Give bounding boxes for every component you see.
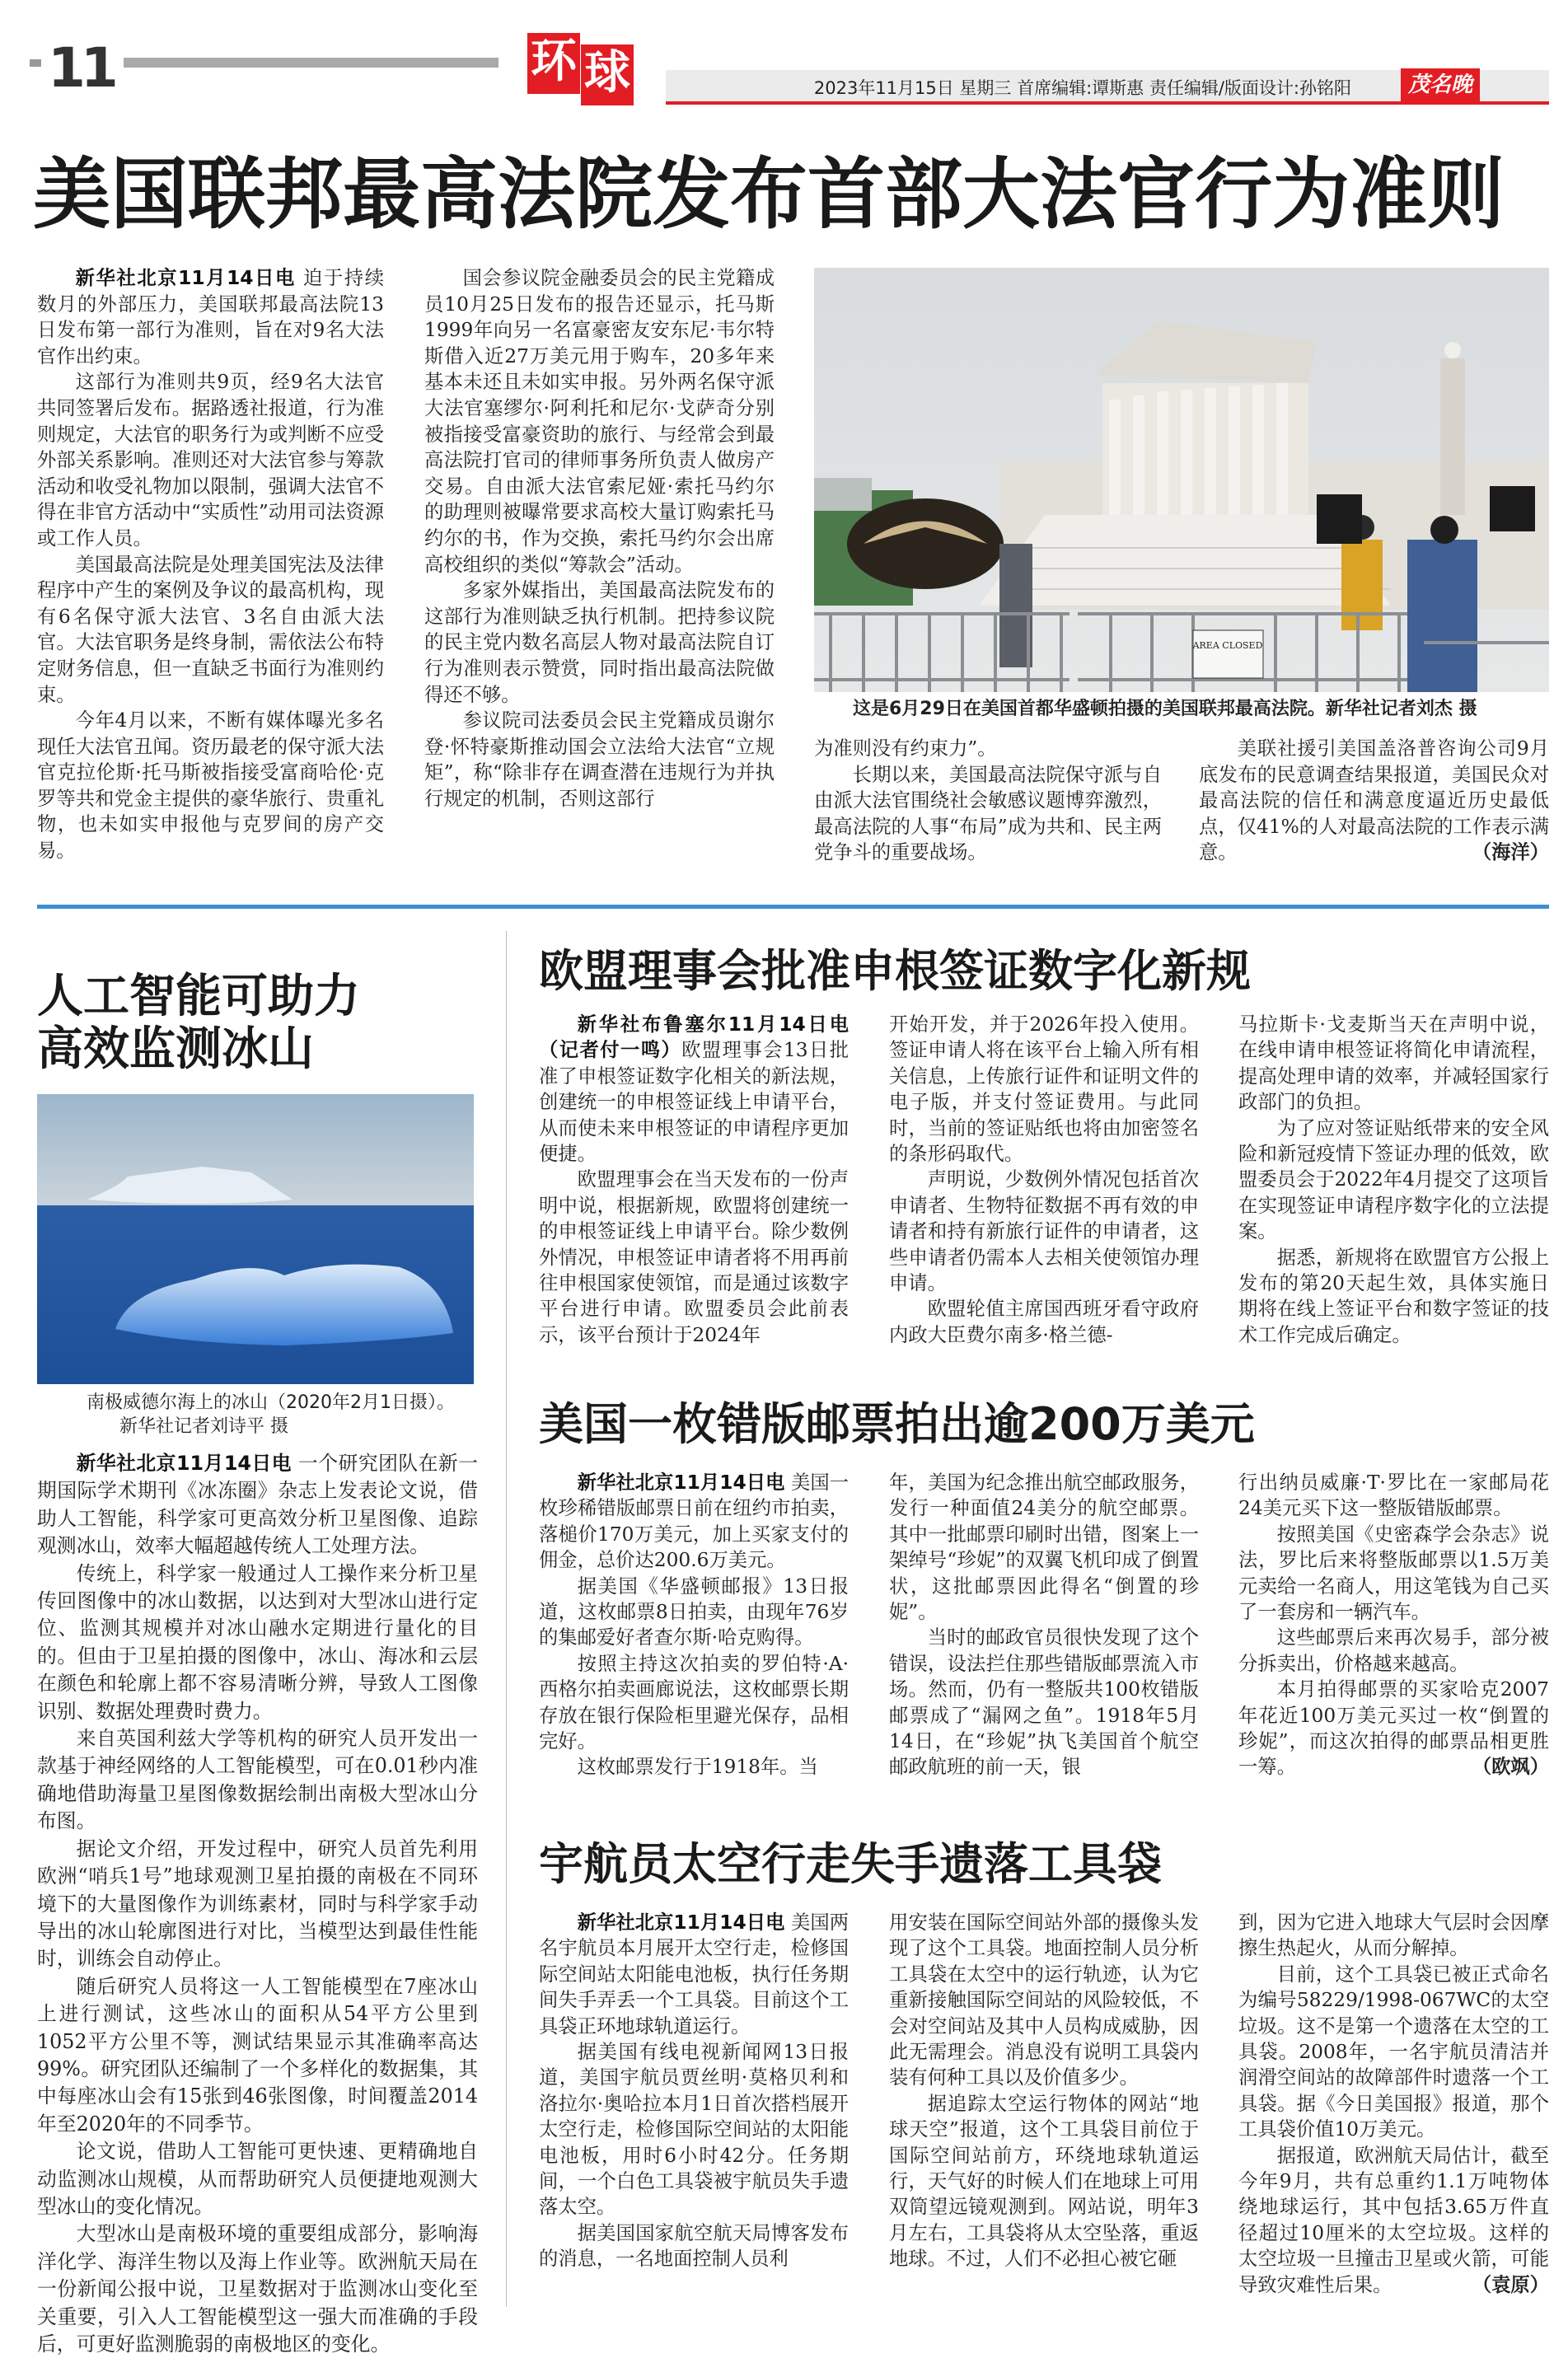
photo-credit: 新华社记者刘诗平 摄 (119, 1416, 288, 1437)
paragraph: 为准则没有约束力”。 (814, 737, 997, 760)
stamp-column-2 (889, 1470, 1199, 1780)
lead-column-3 (814, 736, 1162, 866)
eu-column-2 (889, 1012, 1199, 1348)
paragraph: 传统上，科学家一般通过人工操作来分析卫星传回图像中的冰山数据，以达到对大型冰山进行定位、监测其规模并对冰山融水定期进行量化的目的。但由于卫星拍摄的图像中，冰山、海冰和云层在颜色和轮廓上都不容易清晰分辨，导致人工图像识别、数据处理费时费力。 (37, 1561, 478, 1723)
newspaper-logo: 茂名晚报 (1401, 68, 1480, 101)
paragraph (1199, 736, 1549, 866)
paragraph: 国会参议院金融委员会的民主党籍成员10月25日发布的报告还显示，托马斯1999年向另一名富豪密友安东尼·韦尔特斯借入近27万美元用于购车，20多年来基本未还且未如实申报。另外两名保守派大法官塞缪尔·阿利托和尼尔·戈萨奇分别被指接受富豪资助的旅行、与经常会到最高法院打官司的律师事务所负责人做房产交易。自由派大法官索尼娅·索托马约尔的助理则被曝常要求高校大量订购索托马约尔的书，作为交换，索托马约尔会出席高校组织的类似“筹款会”活动。 (424, 267, 775, 576)
paragraph-text: 本月拍得邮票的买家哈克2007年花近100万美元买过一枚“倒置的珍妮”，而这次拍得的邮票品相更胜一筹。 (1238, 1678, 1549, 1779)
byline: （袁原） (1472, 2273, 1549, 2296)
page-number-dash (30, 59, 41, 67)
space-headline: 宇航员太空行走失手遗落工具袋 (539, 1838, 1162, 1890)
dateline: 新华社北京11月14日电 (577, 1471, 785, 1494)
paragraph: 这枚邮票发行于1918年。当 (577, 1756, 818, 1779)
lead-column-2 (424, 265, 775, 812)
eu-column-3 (1238, 1012, 1549, 1348)
paragraph-text: 一个研究团队在新一期国际学术期刊《冰冻圈》杂志上发表论文说，借助人工智能，科学家可更高效分析卫星图像、追踪观测冰山，效率大幅超越传统人工处理方法。 (37, 1452, 478, 1558)
paragraph: 这些邮票后来再次易手，部分被分拆卖出，价格越来越高。 (1238, 1626, 1549, 1675)
ai-headline-line-2: 高效监测冰山 (37, 1022, 314, 1076)
paragraph: 为了应对签证贴纸带来的安全风险和新冠疫情下签证办理的低效，欧盟委员会于2022年4月提交了这项旨在实现签证申请程序数字化的立法提案。 (1238, 1116, 1549, 1243)
paragraph: 长期以来，美国最高法院保守派与自由派大法官围绕社会敏感议题博弈激烈，最高法院的人事“布局”成为共和、民主两党争斗的重要战场。 (814, 763, 1162, 864)
paragraph (539, 1470, 849, 1574)
paragraph: 据追踪太空运行物体的网站“地球天空”报道，这个工具袋目前位于国际空间站前方，环绕地球轨道运行，天气好的时候人们在地球上可用双筒望远镜观测到。网站说，明年3月左右，工具袋将从太空坠落，重返地球。不过，人们不必担心被它砸 (889, 2092, 1199, 2271)
paragraph: 用安装在国际空间站外部的摄像头发现了这个工具袋。地面控制人员分析工具袋在太空中的运行轨迹，认为它重新接触国际空间站的风险较低，不会对空间站及其中人员构成威胁，因此无需理会。消息没有说明工具袋内装有何种工具以及价值多少。 (889, 1911, 1199, 2089)
paragraph: 据美国国家航空航天局博客发布的消息，一名地面控制人员利 (539, 2221, 849, 2271)
header-rule (124, 58, 498, 68)
paragraph (37, 1450, 478, 1560)
section-label-char-1: 环 (527, 33, 580, 94)
caption-text: 南极威德尔海上的冰山（2020年2月1日摄）。 (87, 1392, 455, 1413)
paragraph: 目前，这个工具袋已被正式命名为编号58229/1998-067WC的太空垃圾。这不是第一个遗落在太空的工具袋。2008年，一名宇航员清洁并润滑空间站的故障部件时遗落一个工具袋。据《今日美国报》报道，那个工具袋价值10万美元。 (1238, 1963, 1549, 2141)
paragraph: 这部行为准则共9页，经9名大法官共同签署后发布。据路透社报道，行为准则规定，大法官的职务行为或判断不应受外部关系影响。准则还对大法官参与筹款活动和收受礼物加以限制，强调大法官不得在非官方活动中“实质性”动用司法资源或工作人员。 (37, 371, 384, 550)
space-column-1 (539, 1910, 849, 2272)
stamp-headline: 美国一枚错版邮票拍出逾200万美元 (539, 1398, 1255, 1450)
paragraph: 参议院司法委员会民主党籍成员谢尔登·怀特豪斯推动国会立法给大法官“立规矩”，称“除非存在调查潜在违规行为并执行规定的机制，否则这部行 (424, 709, 775, 810)
paragraph-text: 欧盟理事会13日批准了申根签证数字化相关的新法规，创建统一的申根签证线上申请平台，从而使未来申根签证的申请程序更加便捷。 (539, 1039, 849, 1166)
paragraph: 多家外媒指出，美国最高法院发布的这部行为准则缺乏执行机制。把持参议院的民主党内数名高层人物对最高法院自订行为准则表示赞赏，同时指出最高法院做得还不够。 (424, 579, 775, 706)
lead-column-1 (37, 265, 384, 864)
eu-headline: 欧盟理事会批准申根签证数字化新规 (539, 945, 1251, 997)
paragraph: 按照主持这次拍卖的罗伯特·A·西格尔拍卖画廊说法，这枚邮票长期存放在银行保险柜里避光保存，品相完好。 (539, 1652, 849, 1753)
paragraph: 论文说，借助人工智能可更快速、更精确地自动监测冰山规模，从而帮助研究人员便捷地观测大型冰山的变化情况。 (37, 2140, 478, 2218)
column-divider (506, 931, 507, 2307)
stamp-column-1 (539, 1470, 849, 1780)
dateline: 新华社北京11月14日电 (76, 1452, 292, 1475)
paragraph: 年，美国为纪念推出航空邮政服务，发行一种面值24美分的航空邮票。其中一批邮票印刷时出错，图案上一架绰号“珍妮”的双翼飞机印成了倒置状，这批邮票因此得名“倒置的珍妮”。 (889, 1471, 1199, 1624)
paragraph-text: 据报道，欧洲航天局估计，截至今年9月，共有总重约1.1万吨物体绕地球运行，其中包括3.65万件直径超过10厘米的太空垃圾。这样的太空垃圾一旦撞击卫星或火箭，可能导致灾难性后果。 (1238, 2144, 1549, 2296)
paragraph: 开始开发，并于2026年投入使用。签证申请人将在该平台上输入所有相关信息，上传旅行证件和证明文件的电子版，并支付签证费用。与此同时，当前的签证贴纸也将由加密签名的条形码取代。 (889, 1013, 1199, 1166)
issue-info: 2023年11月15日 星期三 首席编辑:谭斯惠 责任编辑/版面设计:孙铭阳 (813, 78, 1351, 98)
paragraph: 美国最高法院是处理美国宪法及法律程序中产生的案例及争议的最高机构，现有6名保守派大法官、3名自由派大法官。大法官职务是终身制，需依法公布特定财务信息，但一直缺乏书面行为准则约束。 (37, 553, 384, 706)
byline: （欧飒） (1472, 1756, 1549, 1779)
space-column-3 (1238, 1910, 1549, 2298)
paragraph-text: 美国一枚珍稀错版邮票日前在纽约市拍卖，落槌价170万美元，加上买家支付的佣金，总价达200.6万美元。 (539, 1471, 850, 1572)
paragraph: 随后研究人员将这一人工智能模型在7座冰山上进行测试，这些冰山的面积从54平方公里到1052平方公里不等，测试结果显示其准确率高达99%。研究团队还编制了一个多样化的数据集，其中每座冰山会有15张到46张图像，时间覆盖2014年至2020年的不同季节。 (37, 1974, 478, 2136)
ai-headline (37, 971, 498, 1076)
paragraph (1238, 1677, 1549, 1780)
eu-column-1 (539, 1012, 849, 1348)
paragraph: 欧盟轮值主席国西班牙看守政府内政大臣费尔南多·格兰德- (889, 1298, 1199, 1346)
paragraph-text: 美联社援引美国盖洛普咨询公司9月底发布的民意调查结果报道，美国民众对最高法院的信任和满意度逼近历史最低点，仅41%的人对最高法院的工作表示满意。 (1199, 737, 1549, 864)
page-number: 11 (48, 36, 114, 100)
stamp-column-3 (1238, 1470, 1549, 1780)
paragraph (1238, 2143, 1549, 2298)
section-divider (37, 905, 1549, 909)
dateline: 新华社北京11月14日电 (577, 1911, 785, 1934)
paragraph: 声明说，少数例外情况包括首次申请者、生物特征数据不再有效的申请者和持有新旅行证件的申请者，这些申请者仍需本人去相关使领馆办理申请。 (889, 1168, 1199, 1295)
paragraph: 据论文介绍，开发过程中，研究人员首先利用欧洲“哨兵1号”地球观测卫星拍摄的南极在不同环境下的大量图像作为训练素材，同时与科学家手动导出的冰山轮廓图进行对比，当模型达到最佳性能时，训练会自动停止。 (37, 1836, 478, 1971)
paragraph: 行出纳员威廉·T·罗比在一家邮局花24美元买下这一整版错版邮票。 (1238, 1471, 1549, 1520)
paragraph: 马拉斯卡·戈麦斯当天在声明中说，在线申请申根签证将简化申请流程，提高处理申请的效率，并减轻国家行政部门的负担。 (1238, 1013, 1549, 1114)
iceberg-photo-caption (37, 1391, 474, 1439)
paragraph: 大型冰山是南极环境的重要组成部分，影响海洋化学、海洋生物以及海上作业等。欧洲航天局在一份新闻公报中说，卫星数据对于监测冰山变化至关重要，引入人工智能模型这一强大而准确的手段后，可更好监测脆弱的南极地区的变化。 (37, 2222, 478, 2356)
paragraph (539, 1910, 849, 2039)
iceberg-photo (37, 1094, 474, 1384)
paragraph: 今年4月以来，不断有媒体曝光多名现任大法官丑闻。资历最老的保守派大法官克拉伦斯·托马斯被指接受富商哈伦·克罗等共和党金主提供的豪华旅行、贵重礼物，也未如实申报他与克罗间的房产交易。 (37, 709, 384, 863)
ai-body (37, 1450, 478, 2358)
paragraph: 据美国《华盛顿邮报》13日报道，这枚邮票8日拍卖，由现年76岁的集邮爱好者查尔斯·哈克购得。 (539, 1574, 849, 1649)
lead-photo-caption: 这是6月29日在美国首都华盛顿拍摄的美国联邦最高法院。新华社记者刘杰 摄 (853, 699, 1477, 719)
ai-headline-line-1: 人工智能可助力 (37, 970, 360, 1023)
area-closed-sign: AREA CLOSED (1192, 640, 1263, 651)
dateline: 新华社北京11月14日电 (75, 267, 296, 289)
paragraph: 当时的邮政官员很快发现了这个错误，设法拦住那些错版邮票流入市场。然而，仍有一整版共100枚错版邮票成了“漏网之鱼”。1918年5月14日，在“珍妮”执飞美国首个航空邮政航班的前一天，银 (889, 1626, 1199, 1779)
paragraph (539, 1012, 849, 1167)
paragraph: 据美国有线电视新闻网13日报道，美国宇航员贾丝明·莫格贝利和洛拉尔·奥哈拉本月1日首次搭档展开太空行走，检修国际空间站的太阳能电池板，用时6小时42分。任务期间，一个白色工具袋被宇航员失手遗落太空。 (539, 2041, 849, 2219)
paragraph: 欧盟理事会在当天发布的一份声明中说，根据新规，欧盟将创建统一的申根签证线上申请平台。除少数例外情况，申根签证申请者将不用再前往申根国家使领馆，而是通过该数字平台进行申请。欧盟委员会此前表示，该平台预计于2024年 (539, 1168, 849, 1346)
byline: （海洋） (1472, 841, 1549, 864)
section-label-char-2: 球 (581, 44, 634, 105)
space-column-2 (889, 1910, 1199, 2272)
paragraph: 到，因为它进入地球大气层时会因摩擦生热起火，从而分解掉。 (1238, 1911, 1549, 1960)
header-info-bar (666, 70, 1549, 130)
paragraph: 据悉，新规将在欧盟官方公报上发布的第20天起生效，具体实施日期将在线上签证平台和数字签证的技术工作完成后确定。 (1238, 1246, 1549, 1346)
paragraph (37, 265, 384, 369)
supreme-court-photo (814, 268, 1549, 692)
paragraph: 来自英国利兹大学等机构的研究人员开发出一款基于神经网络的人工智能模型，可在0.01秒内准确地借助海量卫星图像数据绘制出南极大型冰山分布图。 (37, 1727, 478, 1833)
paragraph-text: 美国两名宇航员本月展开太空行走，检修国际空间站太阳能电池板，执行任务期间失手弄丢一个工具袋。目前这个工具袋正环地球轨道运行。 (539, 1911, 850, 2038)
lead-column-4 (1199, 736, 1549, 866)
paragraph-text: 迫于持续数月的外部压力，美国联邦最高法院13日发布第一部行为准则，旨在对9名大法官作出约束。 (37, 267, 385, 367)
dateline: 新华社布鲁塞尔11月14日电（记者付一鸣） (539, 1013, 849, 1062)
lead-headline: 美国联邦最高法院发布首部大法官行为准则 (33, 150, 1505, 240)
paragraph: 按照美国《史密森学会杂志》说法，罗比后来将整版邮票以1.5万美元卖给一名商人，用这笔钱为自己买了一套房和一辆汽车。 (1238, 1523, 1549, 1624)
